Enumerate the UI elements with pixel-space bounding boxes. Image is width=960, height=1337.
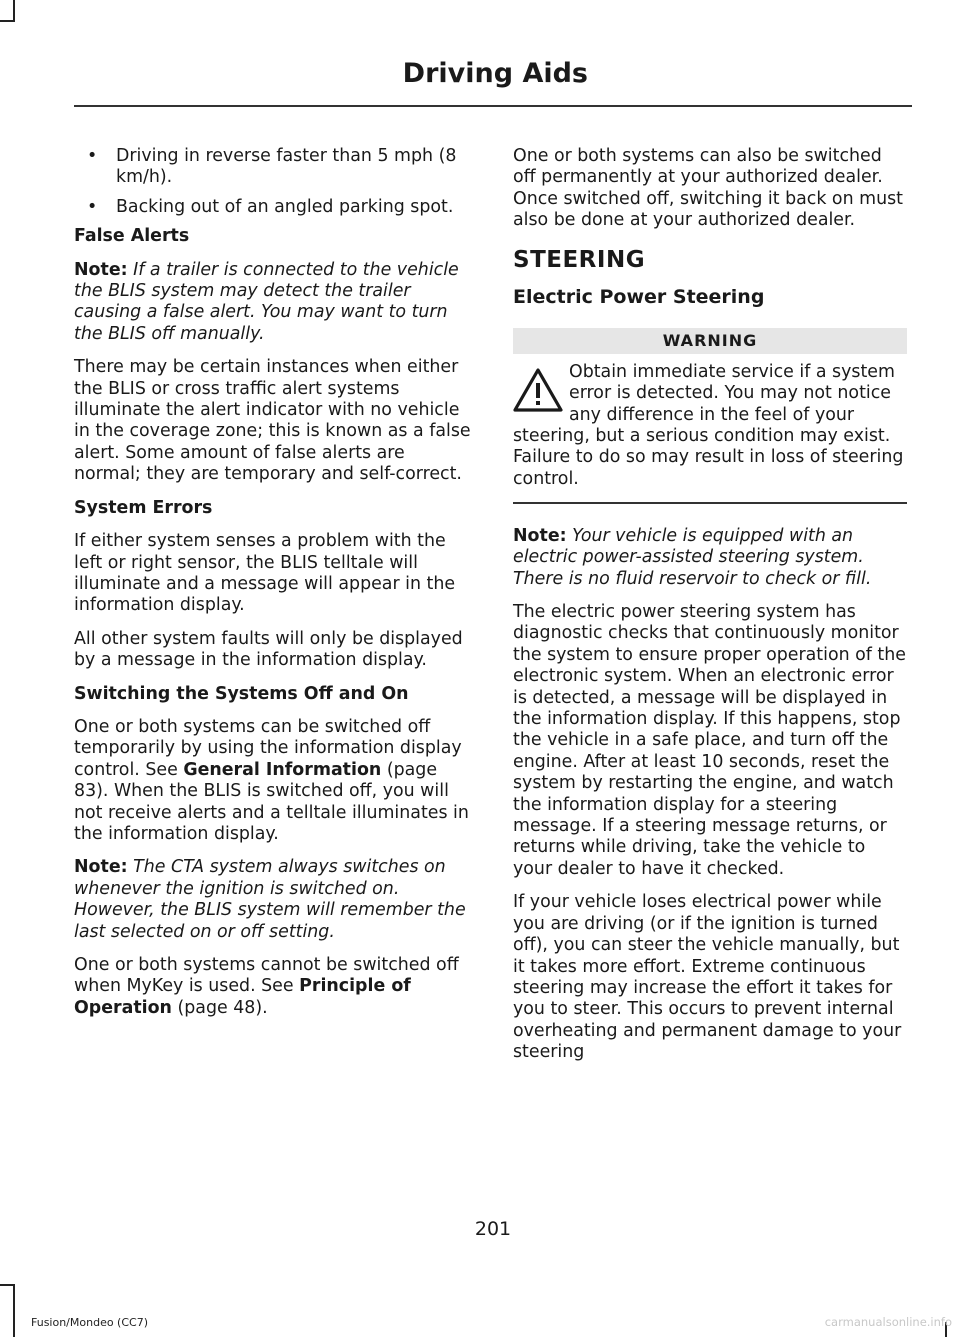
warning-triangle-icon — [511, 366, 565, 416]
bullet-list — [74, 146, 476, 218]
paragraph-switching: One or both systems can be switched off temporarily by using the information display control. See General Information (page 83). When the BLIS is switched off, you will not receive alerts and a telltale illuminates in the information display. — [74, 716, 469, 844]
section-heading-steering: STEERING — [513, 246, 646, 273]
note-text: The CTA system always switches on whenever the ignition is switched on. However, the BLIS system will remember the last selected on or off setting. — [74, 857, 466, 942]
left-column — [74, 146, 476, 1031]
page-title: Driving Aids — [402, 58, 588, 89]
paragraph-eps-2: If your vehicle loses electrical power while you are driving (or if the ignition is turned off), you can steer the vehicle manually, but it takes more effort. Extreme continuous steering may increase the effort it takes for you to steer. This occurs to prevent internal overheating and permanent damage to your steering — [513, 892, 902, 1063]
link-principle-of-operation[interactable]: Principle of Operation — [74, 976, 411, 1018]
watermark: carmanualsonline.info — [824, 1315, 952, 1329]
crop-mark-top-left-v — [13, 0, 15, 22]
warning-box — [513, 362, 907, 504]
note-false-alerts — [74, 260, 476, 346]
right-column — [513, 146, 907, 1076]
heading-false-alerts: False Alerts — [74, 226, 190, 247]
warning-rule — [513, 502, 907, 504]
link-general-information[interactable]: General Information — [183, 759, 382, 780]
warning-text: Obtain immediate service if a system error is detected. You may not notice any difference in the feel of your steering, but a serious condition may exist. Failure to do so may result in loss of steering control. — [513, 361, 904, 489]
paragraph-system-errors-2: All other system faults will only be displayed by a message in the information display. — [74, 628, 463, 671]
subsection-heading-eps: Electric Power Steering — [513, 286, 765, 309]
footer-model: Fusion/Mondeo (CC7) — [31, 1316, 149, 1329]
note-cta — [74, 857, 476, 943]
crop-mark-top-left-h — [0, 20, 15, 22]
note-label: Note: — [74, 857, 128, 878]
paragraph-system-errors-1: If either system senses a problem with the left or right sensor, the BLIS telltale will illuminate and a message will appear in the information display. — [74, 531, 456, 616]
note-eps — [513, 526, 907, 590]
paragraph-mykey: One or both systems cannot be switched off when MyKey is used. See Principle of Operation (page 48). — [74, 955, 459, 1018]
note-label: Note: — [513, 525, 567, 546]
header-rule — [74, 105, 912, 107]
page-number: 201 — [474, 1218, 512, 1240]
crop-mark-bottom-left-v — [13, 1284, 15, 1337]
heading-switching: Switching the Systems Off and On — [74, 683, 409, 704]
note-text: Your vehicle is equipped with an electric power-assisted steering system. There is no fluid reservoir to check or fill. — [513, 525, 872, 589]
list-item: • Backing out of an angled parking spot. — [87, 196, 454, 217]
list-item: • Driving in reverse faster than 5 mph (8 km/h). — [87, 146, 457, 188]
paragraph-dealer: One or both systems can also be switched off permanently at your authorized dealer. Once switched off, switching it back on must also be done at your authorized dealer. — [513, 146, 903, 231]
heading-system-errors: System Errors — [74, 497, 213, 518]
paragraph-false-alerts: There may be certain instances when either the BLIS or cross traffic alert systems illuminate the alert indicator with no vehicle in the coverage zone; this is known as a false alert. Some amount of false alerts are normal; they are temporary and self-correct. — [74, 357, 471, 485]
crop-mark-bottom-left-h — [0, 1284, 15, 1286]
note-text: If a trailer is connected to the vehicle the BLIS system may detect the trailer causing a false alert. You may want to turn the BLIS off manually. — [74, 259, 459, 344]
warning-label: WARNING — [513, 328, 907, 353]
paragraph-eps-1: The electric power steering system has diagnostic checks that continuously monitor the system to ensure proper operation of the electronic system. When an electronic error is detected, a message will be displayed in the information display. If this happens, stop the vehicle in a safe place, and turn off the engine. After at least 10 seconds, reset the system by restarting the engine, and watch the information display for a steering message. If a steering message returns, or returns while driving, take the vehicle to your dealer to have it checked. — [513, 602, 906, 879]
note-label: Note: — [74, 259, 128, 280]
